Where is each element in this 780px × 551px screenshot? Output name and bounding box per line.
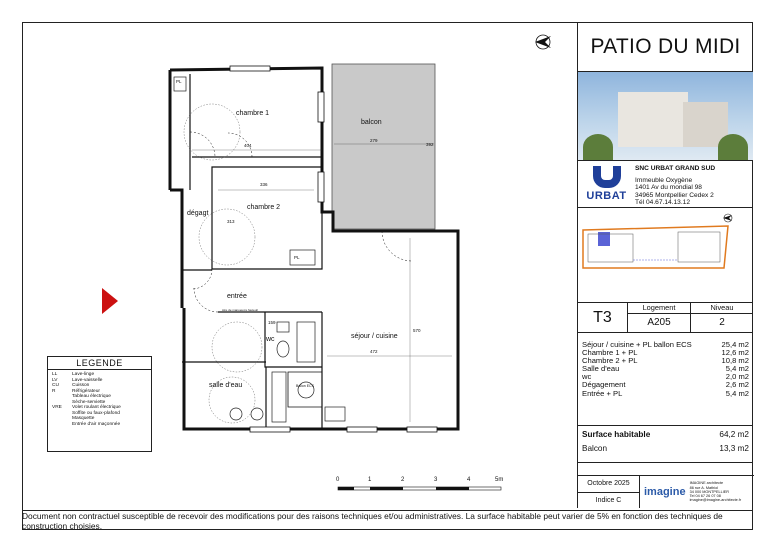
room-areas-list — [578, 333, 753, 425]
dimension-313: 313 — [227, 219, 235, 224]
room-label-wc: wc — [266, 336, 275, 343]
scale-tick-5m: 5m — [495, 477, 504, 483]
surface-habitable-value: 64,2 m2 — [719, 430, 749, 439]
scale-tick-3: 3 — [434, 477, 438, 483]
dimension-392: 392 — [426, 142, 434, 147]
architect-logo: imagine — [644, 485, 686, 498]
dimension-570: 570 — [413, 328, 421, 333]
niveau-value: 2 — [719, 317, 725, 328]
entrance-arrow-icon — [102, 288, 118, 314]
logement-label: Logement — [628, 303, 690, 314]
surface-summary — [578, 425, 753, 463]
unit-info — [578, 303, 753, 333]
dimension-159: 159 — [268, 320, 276, 325]
legend — [47, 356, 152, 452]
niveau-label: Niveau — [691, 303, 753, 314]
revision-date: Octobre 2025 — [578, 476, 639, 493]
legend-item: Entrée d'air maçonnée — [72, 421, 121, 427]
north-arrow-icon — [535, 35, 551, 49]
annotation-ballon: Ballon ECS — [296, 384, 314, 388]
developer-block — [578, 161, 753, 208]
room-label-salle-eau: salle d'eau — [209, 382, 243, 389]
scale-tick-1: 1 — [368, 477, 372, 483]
legend-item: Tableau électrique — [72, 394, 111, 399]
disclaimer: Document non contractuel susceptible de recevoir des modifications pour des raisons techniques et/ou administratives. La surface habitable peut varier de 5% en fonction des techniques de construction choisies. — [22, 510, 753, 530]
scale-bar — [338, 487, 501, 490]
room-label-chambre2: chambre 2 — [247, 204, 281, 211]
room-row: Chambre 2 + PL 10,8 m2 — [582, 356, 749, 366]
location-arrow-icon — [723, 214, 732, 222]
project-title: PATIO DU MIDI — [578, 22, 753, 72]
room-label-chambre1: chambre 1 — [236, 110, 270, 117]
room-row: Chambre 1 + PL 12,6 m2 — [582, 348, 749, 358]
architect-block: imagine IMAGINE architecte 86 rue A. Mathiol 34 000 MONTPELLIER Tel 04 67 26 07 08 imagine@imagine-architecte.fr — [644, 481, 742, 503]
dimension-472: 472 — [370, 349, 378, 354]
balcony-area — [332, 64, 435, 229]
room-row: Dégagement 2,6 m2 — [582, 380, 749, 390]
annotation-pl2: PL — [294, 255, 300, 260]
legend-item: LL Lave-linge — [52, 372, 95, 377]
legend-item: Soffite ou faux-plafond — [72, 410, 120, 416]
surface-habitable-label: Surface habitable — [582, 430, 651, 439]
dimension-336: 336 — [260, 182, 268, 187]
room-label-sejour: séjour / cuisine — [351, 333, 398, 340]
revision-index: Indice C — [595, 496, 622, 504]
revision-block — [578, 475, 754, 508]
room-label-entree: entrée — [227, 293, 247, 300]
legend-item: Sèche-serviette — [72, 399, 106, 405]
annotation-pl1: PL — [176, 79, 182, 84]
urbat-logo: URBAT — [578, 161, 635, 207]
legend-item: Masquette — [72, 416, 95, 421]
logement-value: A205 — [647, 317, 671, 328]
legend-item: LV Lave-vaisselle — [52, 377, 103, 383]
location-key-plan — [578, 208, 753, 303]
building-photo — [578, 72, 753, 161]
room-row: Entrée + PL 5,4 m2 — [582, 388, 749, 398]
room-row: Séjour / cuisine + PL ballon ECS 25,4 m2 — [582, 340, 749, 349]
legend-item: CU Cuisson — [52, 383, 90, 388]
room-label-degagt: dégagt — [187, 210, 209, 217]
legend-item: R Réfrigérateur — [52, 388, 100, 394]
balcon-value: 13,3 m2 — [719, 444, 749, 453]
developer-address: SNC URBAT GRAND SUD Immeuble Oxygène 1401 Av du mondial 98 34965 Montpellier Cedex 2 Tél 04.67.14.13.12 — [635, 165, 716, 206]
scale-tick-0: 0 — [336, 477, 340, 483]
unit-type: T3 — [578, 303, 628, 332]
legend-item: VRE Volet roulant électrique — [52, 405, 121, 410]
room-row: wc 2,0 m2 — [582, 372, 749, 382]
room-row: Salle d'eau 5,4 m2 — [582, 364, 749, 374]
scale-tick-4: 4 — [467, 477, 471, 483]
dimension-404: 404 — [244, 143, 252, 148]
balcon-label: Balcon — [582, 444, 608, 453]
annotation-ame: Aire de manoeuvre fauteuil — [222, 308, 258, 312]
scale-tick-2: 2 — [401, 477, 405, 483]
legend-title: LEGENDE — [48, 357, 151, 370]
info-panel — [577, 22, 753, 508]
room-label-balcon: balcon — [361, 119, 382, 126]
dimension-279: 279 — [370, 138, 378, 143]
